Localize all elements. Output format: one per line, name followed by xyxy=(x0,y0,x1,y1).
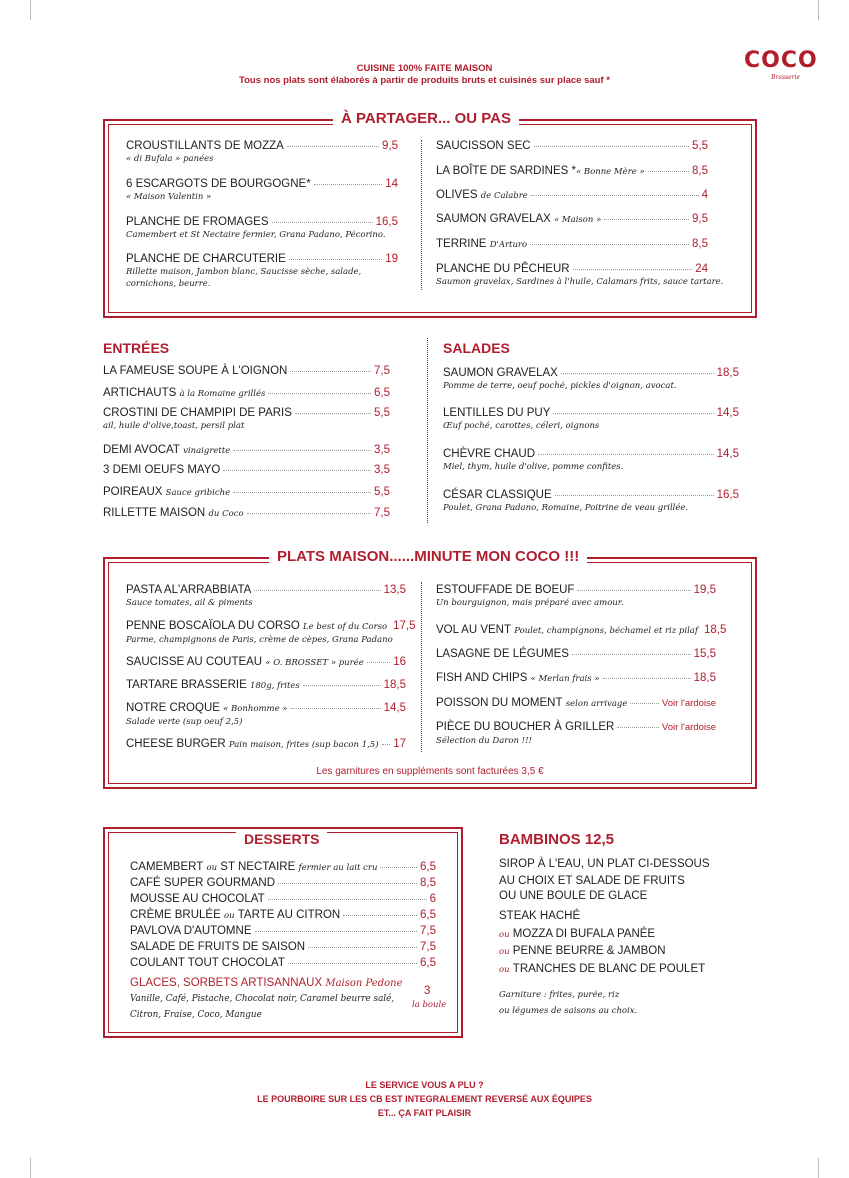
menu-item xyxy=(126,177,398,203)
item-desc: Miel, thym, huile d'olive, pomme confites. xyxy=(443,462,624,472)
item-price: 9,5 xyxy=(382,140,398,152)
glaces-price: 3 xyxy=(424,985,431,997)
item-price: 7,5 xyxy=(420,941,436,953)
bambinos-garniture-1: Garniture : frites, purée, riz xyxy=(499,990,620,1000)
item-price: Voir l'ardoise xyxy=(661,722,716,733)
item-name: 3 DEMI OEUFS MAYO xyxy=(103,464,221,476)
glaces-unit: la boule xyxy=(412,1000,447,1010)
option-text: TRANCHES DE BLANC DE POULET xyxy=(512,963,706,975)
item-inline: vinaigrette xyxy=(183,446,231,456)
item-price: 6 xyxy=(429,893,436,905)
item-name: LENTILLES DU PUY xyxy=(443,407,551,419)
item-name: DEMI AVOCAT xyxy=(103,444,180,456)
menu-item xyxy=(130,940,436,954)
item-inline: à la Romaine grillés xyxy=(179,389,266,399)
item-price: 14,5 xyxy=(716,407,739,419)
item-name: PENNE BOSCAÏOLA DU CORSO xyxy=(126,620,300,632)
item-desc: Poulet, Grana Padano, Romaine, Poitrine de veau grillée. xyxy=(443,503,689,513)
item-price: 8,5 xyxy=(692,238,708,250)
item-price: 18,5 xyxy=(383,679,406,691)
item-name: SAUMON GRAVELAX xyxy=(443,367,558,379)
logo-sub: Brasserie xyxy=(771,74,800,81)
entrees-title: ENTRÉES xyxy=(103,340,170,356)
item-inline: 180g, frites xyxy=(249,681,300,691)
option-text: PENNE BEURRE & JAMBON xyxy=(512,945,666,957)
item-price: 18,5 xyxy=(716,367,739,379)
item-name: TERRINE xyxy=(436,238,487,250)
item-price: 14,5 xyxy=(716,448,739,460)
item-inline: Le best of du Corso xyxy=(303,622,388,632)
item-desc: Rillette maison, Jambon blanc, Saucisse sèche, salade, xyxy=(126,267,362,277)
item-inline: selon arrivage xyxy=(565,699,628,709)
item-inline: D'Arturo xyxy=(489,240,528,250)
menu-item xyxy=(103,463,390,477)
item-price: 7,5 xyxy=(374,507,390,519)
item-price: 16,5 xyxy=(716,489,739,501)
item-name: MOUSSE AU CHOCOLAT xyxy=(130,893,265,905)
item-price: 5,5 xyxy=(692,140,708,152)
item-name: PASTA AL'ARRABBIATA xyxy=(126,584,252,596)
item-name: POISSON DU MOMENT xyxy=(436,697,563,709)
menu-item xyxy=(126,737,406,752)
menu-item xyxy=(443,406,739,432)
footer-line-3: ET... ÇA FAIT PLAISIR xyxy=(377,1108,472,1118)
item-price: 9,5 xyxy=(692,213,708,225)
item-price: 16,5 xyxy=(375,216,398,228)
item-name: PAVLOVA D'AUTOMNE xyxy=(130,925,252,937)
item-name: PLANCHE DE CHARCUTERIE xyxy=(126,253,286,265)
item-name: CHEESE BURGER xyxy=(126,738,226,750)
bambinos-option xyxy=(499,944,666,960)
item-name: CAMEMBERT xyxy=(130,861,204,873)
item-name: CÉSAR CLASSIQUE xyxy=(443,489,552,501)
item-price: 19,5 xyxy=(693,584,716,596)
plats-title: PLATS MAISON......MINUTE MON COCO !!! xyxy=(269,548,587,566)
item-desc: ail, huile d'olive,toast, persil plat xyxy=(103,421,245,431)
item-price: 7,5 xyxy=(374,365,390,377)
item-name: LASAGNE DE LÉGUMES xyxy=(436,648,569,660)
column-divider xyxy=(427,338,428,523)
item-name-2: TARTE AU CITRON xyxy=(237,909,341,921)
item-inline: ou xyxy=(223,911,235,921)
brand-logo xyxy=(744,48,818,86)
item-name: LA BOÎTE DE SARDINES * xyxy=(436,165,576,177)
item-price: 18,5 xyxy=(704,624,727,636)
menu-item xyxy=(126,701,406,728)
menu-item xyxy=(436,139,708,153)
item-price: 13,5 xyxy=(383,584,406,596)
menu-item xyxy=(130,860,436,875)
item-name-2: ST NECTAIRE xyxy=(220,861,296,873)
crop-mark xyxy=(818,0,819,20)
menu-item xyxy=(130,876,436,890)
column-divider xyxy=(421,582,422,752)
bambinos-line: OU UNE BOULE DE GLACE xyxy=(499,890,648,902)
item-price: 5,5 xyxy=(374,486,390,498)
item-price: 15,5 xyxy=(693,648,716,660)
item-price: 6,5 xyxy=(420,861,436,873)
menu-item xyxy=(130,892,436,906)
desserts-title: DESSERTS xyxy=(236,830,327,848)
item-name: CROSTINI DE CHAMPIPI DE PARIS xyxy=(103,407,292,419)
menu-item xyxy=(126,619,416,646)
item-desc: Un bourguignon, mais préparé avec amour. xyxy=(436,598,624,608)
menu-item xyxy=(126,252,398,290)
item-name: VOL AU VENT xyxy=(436,624,511,636)
item-name: SAUCISSON SEC xyxy=(436,140,531,152)
menu-item xyxy=(436,188,708,203)
item-desc: Sauce tomates, ail & piments xyxy=(126,598,253,608)
item-name: CRÈME BRULÉE xyxy=(130,909,221,921)
item-price: 8,5 xyxy=(420,877,436,889)
menu-item xyxy=(126,678,406,693)
menu-item xyxy=(130,908,436,923)
header-line-1: CUISINE 100% FAITE MAISON xyxy=(356,63,493,74)
item-price: 16 xyxy=(393,656,406,668)
bambinos-line: AU CHOIX ET SALADE DE FRUITS xyxy=(499,875,685,887)
item-name: POIREAUX xyxy=(103,486,163,498)
menu-item xyxy=(436,671,716,686)
menu-item xyxy=(126,215,398,241)
item-desc: Parme, champignons de Paris, crème de cèpes, Grana Padano xyxy=(126,635,393,645)
item-price: 8,5 xyxy=(692,165,708,177)
menu-item xyxy=(130,924,436,938)
menu-item xyxy=(103,506,390,521)
menu-item xyxy=(126,583,406,609)
item-price: 6,5 xyxy=(420,909,436,921)
crop-mark xyxy=(30,0,31,20)
item-name: SAUCISSE AU COUTEAU xyxy=(126,656,263,668)
bambinos-option xyxy=(499,927,655,943)
item-price: 3,5 xyxy=(374,444,390,456)
item-inline: « Bonhomme » xyxy=(223,704,288,714)
item-inline: Poulet, champignons, béchamel et riz pilaf xyxy=(514,626,699,636)
item-inline: « O. BROSSET » purée xyxy=(265,658,364,668)
menu-item xyxy=(443,488,739,514)
item-price: 17,5 xyxy=(393,620,416,632)
footer-line-1: LE SERVICE VOUS A PLU ? xyxy=(365,1080,484,1090)
item-price: 14,5 xyxy=(383,702,406,714)
item-desc: « Maison Valentin » xyxy=(126,192,212,202)
menu-item xyxy=(126,139,398,165)
item-price: 5,5 xyxy=(374,407,390,419)
item-desc: Saumon gravelax, Sardines à l'huile, Calamars frits, sauce tartare. xyxy=(436,277,724,287)
menu-item xyxy=(436,583,716,609)
item-name: COULANT TOUT CHOCOLAT xyxy=(130,957,285,969)
item-name: PLANCHE DU PÊCHEUR xyxy=(436,263,570,275)
item-price: 18,5 xyxy=(693,672,716,684)
item-name: CROUSTILLANTS DE MOZZA xyxy=(126,140,284,152)
item-desc: Camembert et St Nectaire fermier, Grana Padano, Pécorino. xyxy=(126,230,386,240)
option-prefix: ou xyxy=(499,947,510,957)
menu-item xyxy=(436,647,716,661)
item-name: ESTOUFFADE DE BOEUF xyxy=(436,584,575,596)
glaces-title xyxy=(130,976,403,991)
menu-item xyxy=(103,485,390,500)
logo-text: COCO xyxy=(744,48,818,73)
crop-mark xyxy=(818,1158,819,1178)
glaces-name: GLACES, SORBETS ARTISANNAUX xyxy=(130,977,323,989)
item-desc: Œuf poché, carottes, céleri, oignons xyxy=(443,421,600,431)
item-name: OLIVES xyxy=(436,189,478,201)
column-divider xyxy=(421,140,422,290)
item-name: CAFÉ SUPER GOURMAND xyxy=(130,877,276,889)
salades-title: SALADES xyxy=(443,340,510,356)
item-name: 6 ESCARGOTS DE BOURGOGNE* xyxy=(126,178,311,190)
item-inline: du Coco xyxy=(208,509,244,519)
item-desc: Salade verte (sup oeuf 2,5) xyxy=(126,717,243,727)
item-name: SAUMON GRAVELAX xyxy=(436,213,551,225)
item-price: 3,5 xyxy=(374,464,390,476)
bambinos-title: BAMBINOS 12,5 xyxy=(499,831,615,848)
menu-item xyxy=(126,655,406,670)
item-price: 6,5 xyxy=(374,387,390,399)
item-name: ARTICHAUTS xyxy=(103,387,177,399)
menu-item xyxy=(443,366,739,392)
item-price: 14 xyxy=(385,178,398,190)
item-desc: cornichons, beurre. xyxy=(126,279,211,289)
bambinos-line: SIROP À L'EAU, UN PLAT CI-DESSOUS xyxy=(499,858,710,870)
option-text: MOZZA DI BUFALA PANÉE xyxy=(512,928,656,940)
bambinos-option xyxy=(499,962,705,978)
crop-mark xyxy=(30,1158,31,1178)
item-price: 7,5 xyxy=(420,925,436,937)
item-name: TARTARE BRASSERIE xyxy=(126,679,247,691)
menu-item xyxy=(103,443,390,458)
menu-item xyxy=(103,364,390,378)
item-price: 4 xyxy=(701,189,708,201)
item-inline-2: fermier au lait cru xyxy=(298,863,378,873)
menu-item xyxy=(436,212,708,227)
item-inline: de Calabre xyxy=(480,191,528,201)
item-price: 19 xyxy=(385,253,398,265)
item-desc: « di Bufala » panées xyxy=(126,154,214,164)
item-inline: ou xyxy=(206,863,218,873)
glaces-brand: Maison Pedone xyxy=(325,978,403,989)
item-name: LA FAMEUSE SOUPE À L'OIGNON xyxy=(103,365,288,377)
item-name: RILLETTE MAISON xyxy=(103,507,206,519)
plats-note: Les garnitures en suppléments sont facturées 3,5 € xyxy=(316,766,544,777)
menu-item xyxy=(436,696,716,711)
menu-item xyxy=(130,956,436,970)
item-price: 6,5 xyxy=(420,957,436,969)
item-price: Voir l'ardoise xyxy=(661,698,716,709)
bambinos-steak: STEAK HACHÉ xyxy=(499,910,581,922)
item-name: CHÈVRE CHAUD xyxy=(443,448,536,460)
item-name: PLANCHE DE FROMAGES xyxy=(126,216,269,228)
partager-title: À PARTAGER... OU PAS xyxy=(333,110,519,128)
item-name: NOTRE CROQUE xyxy=(126,702,220,714)
menu-item xyxy=(436,164,708,179)
item-price: 24 xyxy=(695,263,708,275)
item-name: FISH AND CHIPS xyxy=(436,672,528,684)
item-desc: Pomme de terre, oeuf poché, pickles d'oignon, avocat. xyxy=(443,381,677,391)
glaces-flavors-2: Citron, Fraise, Coco, Mangue xyxy=(130,1010,262,1020)
menu-item xyxy=(103,406,390,432)
item-desc: Sélection du Daron !!! xyxy=(436,736,532,746)
glaces-flavors-1: Vanille, Café, Pistache, Chocolat noir, Caramel beurre salé, xyxy=(130,994,395,1004)
item-inline: « Maison » xyxy=(554,215,602,225)
item-name: SALADE DE FRUITS DE SAISON xyxy=(130,941,306,953)
bambinos-garniture-2: ou légumes de saisons au choix. xyxy=(499,1006,638,1016)
menu-item xyxy=(443,447,739,473)
item-name: PIÈCE DU BOUCHER À GRILLER xyxy=(436,721,615,733)
menu-item xyxy=(436,237,708,252)
menu-item xyxy=(436,262,724,288)
item-price: 17 xyxy=(393,738,406,750)
menu-item xyxy=(436,720,716,747)
header-line-2: Tous nos plats sont élaborés à partir de produits bruts et cuisinés sur place sauf * xyxy=(239,75,610,86)
item-inline: « Merlan frais » xyxy=(530,674,600,684)
item-inline: Pain maison, frites (sup bacon 1,5) xyxy=(228,740,379,750)
option-prefix: ou xyxy=(499,930,510,940)
item-inline: Sauce gribiche xyxy=(165,488,231,498)
menu-item xyxy=(436,623,727,638)
footer-line-2: LE POURBOIRE SUR LES CB EST INTEGRALEMENT REVERSÉ AUX ÉQUIPES xyxy=(257,1094,592,1104)
item-inline: « Bonne Mère » xyxy=(575,167,645,177)
menu-item xyxy=(103,386,390,401)
option-prefix: ou xyxy=(499,965,510,975)
